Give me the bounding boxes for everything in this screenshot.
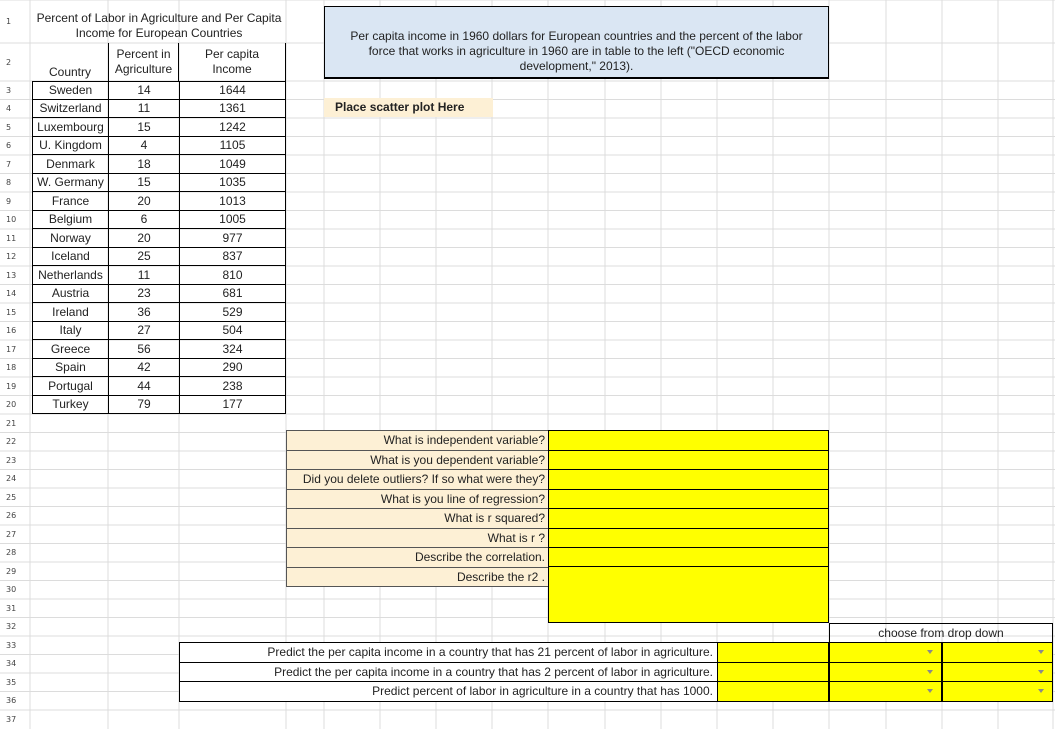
country-cell[interactable]: Greece (32, 340, 108, 359)
row-number[interactable]: 27 (6, 529, 17, 539)
percent-cell[interactable]: 6 (108, 211, 179, 230)
row-number[interactable]: 19 (6, 381, 17, 391)
row-number[interactable]: 2 (6, 57, 12, 67)
question-label: What is independent variable? (286, 430, 548, 451)
prediction-label: Predict the per capita income in a country that has 21 percent of labor in agriculture. (179, 642, 717, 663)
country-cell[interactable]: Norway (32, 229, 108, 248)
country-cell[interactable]: Turkey (32, 396, 108, 415)
row-number[interactable]: 35 (6, 677, 17, 687)
row-number[interactable]: 28 (6, 548, 17, 558)
country-cell[interactable]: Belgium (32, 211, 108, 230)
country-cell[interactable]: Luxembourg (32, 118, 108, 137)
income-cell[interactable]: 177 (179, 396, 286, 415)
income-cell[interactable]: 238 (179, 377, 286, 396)
row-number[interactable]: 13 (6, 270, 17, 280)
row-number[interactable]: 31 (6, 603, 17, 613)
row-number[interactable]: 33 (6, 640, 17, 650)
row-number[interactable]: 24 (6, 474, 17, 484)
row-number[interactable]: 36 (6, 696, 17, 706)
percent-cell[interactable]: 20 (108, 192, 179, 211)
row-number[interactable]: 21 (6, 418, 17, 428)
row-number[interactable]: 10 (6, 215, 17, 225)
income-cell[interactable]: 1013 (179, 192, 286, 211)
country-cell[interactable]: W. Germany (32, 174, 108, 193)
scatter-plot-placeholder[interactable]: Place scatter plot Here (324, 98, 493, 117)
percent-cell[interactable]: 27 (108, 322, 179, 341)
percent-cell[interactable]: 15 (108, 118, 179, 137)
row-number[interactable]: 12 (6, 252, 17, 262)
answer-input[interactable] (548, 450, 829, 471)
country-cell[interactable]: Austria (32, 285, 108, 304)
row-number[interactable]: 20 (6, 400, 17, 410)
chevron-down-icon[interactable] (927, 650, 933, 654)
income-cell[interactable]: 1049 (179, 155, 286, 174)
income-cell[interactable]: 837 (179, 248, 286, 267)
header-percent: Percent in Agriculture (108, 43, 178, 81)
country-cell[interactable]: Spain (32, 359, 108, 378)
income-cell[interactable]: 1005 (179, 211, 286, 230)
dropdown-select[interactable] (942, 642, 1053, 663)
row-number[interactable]: 26 (6, 511, 17, 521)
answer-input[interactable] (548, 547, 829, 568)
dropdown-select[interactable] (829, 642, 942, 663)
answer-input[interactable] (548, 528, 829, 549)
answer-describe-r2[interactable] (548, 566, 829, 623)
row-number[interactable]: 9 (6, 196, 12, 206)
row-number[interactable]: 16 (6, 326, 17, 336)
prediction-label: Predict percent of labor in agriculture in a country that has 1000. (179, 681, 717, 702)
description-box: Per capita income in 1960 dollars for European countries and the percent of the labor force that works in agriculture in 1960 are in table to the left ("OECD economic development," 2013). (324, 6, 829, 79)
country-cell[interactable]: Netherlands (32, 266, 108, 285)
dropdown-select[interactable] (829, 662, 942, 683)
row-number[interactable]: 37 (6, 714, 17, 724)
income-cell[interactable]: 290 (179, 359, 286, 378)
row-number[interactable]: 4 (6, 104, 12, 114)
chevron-down-icon[interactable] (927, 670, 933, 674)
country-cell[interactable]: U. Kingdom (32, 137, 108, 156)
country-cell[interactable]: Ireland (32, 303, 108, 322)
percent-cell[interactable]: 4 (108, 137, 179, 156)
row-number[interactable]: 30 (6, 585, 17, 595)
dropdown-select[interactable] (942, 662, 1053, 683)
answer-input[interactable] (548, 469, 829, 490)
income-cell[interactable]: 1035 (179, 174, 286, 193)
question-label: What is r squared? (286, 508, 548, 529)
answer-input[interactable] (548, 430, 829, 451)
question-label: Did you delete outliers? If so what were they? (286, 469, 548, 490)
percent-cell[interactable]: 15 (108, 174, 179, 193)
chevron-down-icon[interactable] (1038, 689, 1044, 693)
question-label: What is you dependent variable? (286, 450, 548, 471)
country-cell[interactable]: Italy (32, 322, 108, 341)
question-label: What is you line of regression? (286, 489, 548, 510)
income-cell[interactable]: 324 (179, 340, 286, 359)
dropdown-select[interactable] (942, 681, 1053, 702)
row-number[interactable]: 1 (6, 17, 12, 26)
prediction-label: Predict the per capita income in a country that has 2 percent of labor in agriculture. (179, 662, 717, 683)
country-cell[interactable]: Sweden (32, 81, 108, 100)
income-cell[interactable]: 1361 (179, 100, 286, 119)
income-cell[interactable]: 810 (179, 266, 286, 285)
country-cell[interactable]: Iceland (32, 248, 108, 267)
prediction-answer-input[interactable] (717, 681, 829, 702)
question-label: What is r ? (286, 528, 548, 549)
row-number[interactable]: 8 (6, 178, 12, 188)
header-income: Per capita Income (178, 43, 286, 81)
percent-cell[interactable]: 11 (108, 266, 179, 285)
country-cell[interactable]: Denmark (32, 155, 108, 174)
percent-cell[interactable]: 23 (108, 285, 179, 304)
prediction-answer-input[interactable] (717, 642, 829, 663)
answer-input[interactable] (548, 508, 829, 529)
row-number[interactable]: 25 (6, 492, 17, 502)
percent-cell[interactable]: 25 (108, 248, 179, 267)
row-number[interactable]: 3 (6, 85, 12, 95)
income-cell[interactable]: 504 (179, 322, 286, 341)
row-number[interactable]: 15 (6, 307, 17, 317)
percent-cell[interactable]: 56 (108, 340, 179, 359)
row-number[interactable]: 6 (6, 141, 12, 151)
row-number[interactable]: 14 (6, 289, 17, 299)
percent-cell[interactable]: 11 (108, 100, 179, 119)
dropdown-header: choose from drop down (829, 623, 1053, 642)
chevron-down-icon[interactable] (1038, 670, 1044, 674)
chevron-down-icon[interactable] (927, 689, 933, 693)
prediction-answer-input[interactable] (717, 662, 829, 683)
question-label: Describe the r2 . (286, 567, 548, 588)
question-label: Describe the correlation. (286, 547, 548, 568)
row-number[interactable]: 17 (6, 344, 17, 354)
income-cell[interactable]: 977 (179, 229, 286, 248)
row-number[interactable]: 32 (6, 622, 17, 632)
header-country: Country (48, 65, 92, 79)
percent-cell[interactable]: 18 (108, 155, 179, 174)
dropdown-select[interactable] (829, 681, 942, 702)
income-cell[interactable]: 1105 (179, 137, 286, 156)
percent-cell[interactable]: 44 (108, 377, 179, 396)
row-number[interactable]: 5 (6, 122, 12, 132)
table-header-row (32, 43, 286, 81)
chevron-down-icon[interactable] (1038, 650, 1044, 654)
income-cell[interactable]: 1242 (179, 118, 286, 137)
percent-cell[interactable]: 42 (108, 359, 179, 378)
country-cell[interactable]: Switzerland (32, 100, 108, 119)
country-cell[interactable]: France (32, 192, 108, 211)
row-number[interactable]: 34 (6, 659, 17, 669)
percent-cell[interactable]: 20 (108, 229, 179, 248)
row-number[interactable]: 29 (6, 566, 17, 576)
income-cell[interactable]: 529 (179, 303, 286, 322)
row-number[interactable]: 11 (6, 233, 17, 243)
income-cell[interactable]: 681 (179, 285, 286, 304)
percent-cell[interactable]: 79 (108, 396, 179, 415)
row-number[interactable]: 7 (6, 159, 12, 169)
percent-cell[interactable]: 36 (108, 303, 179, 322)
table-title: Percent of Labor in Agriculture and Per Capita Income for European Countries (36, 11, 282, 40)
row-number[interactable]: 23 (6, 455, 17, 465)
percent-cell[interactable]: 14 (108, 81, 179, 100)
answer-input[interactable] (548, 489, 829, 510)
country-cell[interactable]: Portugal (32, 377, 108, 396)
row-number[interactable]: 22 (6, 437, 17, 447)
row-number[interactable]: 18 (6, 363, 17, 373)
income-cell[interactable]: 1644 (179, 81, 286, 100)
